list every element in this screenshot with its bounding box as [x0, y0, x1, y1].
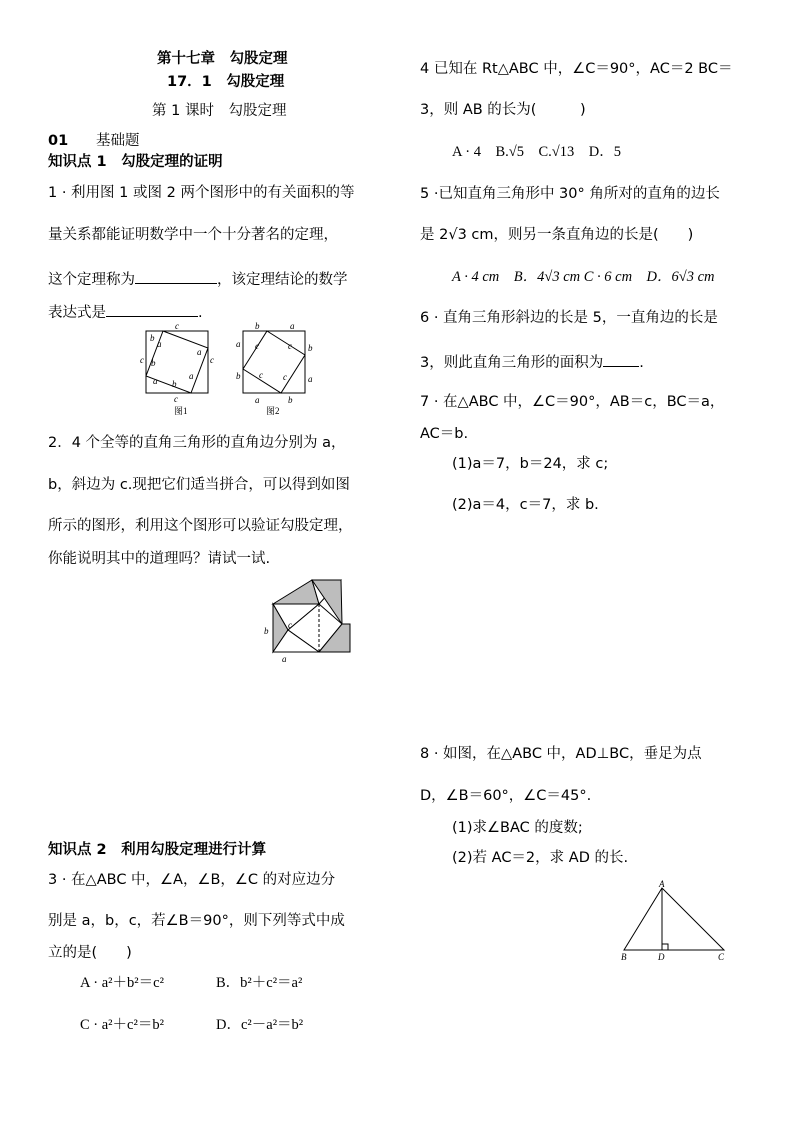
q3-option-a[interactable]: A · a²＋b²＝c² [80, 975, 164, 991]
fig2-label-a: a [236, 339, 241, 349]
fig1-label-a: a [153, 376, 158, 386]
answer-blank[interactable] [106, 302, 198, 317]
answer-blank[interactable] [603, 352, 639, 367]
fig1-label-b: b [151, 358, 156, 368]
section-title: 17．1 勾股定理 [167, 74, 285, 90]
q3-option-d[interactable]: D．c²－a²＝b² [216, 1017, 304, 1033]
fig1-label-b: b [172, 379, 177, 389]
q5-options[interactable]: A · 4 cm B．4√3 cm C · 6 cm D．6√3 cm [452, 269, 715, 285]
q1-text: ，该定理结论的数学 [217, 272, 348, 288]
fig1-label-c: c [140, 355, 144, 365]
q2-label-c: c [288, 620, 292, 630]
q6-line: 6 · 直角三角形斜边的长是 5，一直角边的长是 [420, 310, 718, 326]
fig1-label-c: c [175, 321, 179, 331]
q7-line: AC＝b. [420, 426, 469, 442]
q2-label-a: a [282, 654, 287, 664]
q1-line [48, 269, 348, 288]
q3-option-b[interactable]: B．b²＋c²＝a² [216, 975, 303, 991]
fig2-label-b: b [288, 395, 293, 405]
figure-2 [233, 321, 318, 417]
q3-option-c[interactable]: C · a²＋c²＝b² [80, 1017, 164, 1033]
chapter-title: 第十七章 勾股定理 [157, 51, 288, 67]
q7-line: 7 · 在△ABC 中，∠C＝90°，AB＝c，BC＝a， [420, 394, 725, 410]
q8-label-A: A [659, 879, 665, 889]
fig1-label-a: a [197, 347, 202, 357]
answer-blank[interactable] [135, 269, 217, 284]
fig1-label-a: a [189, 371, 194, 381]
lesson-title: 第 1 课时 勾股定理 [152, 103, 287, 119]
q2-label-b: b [264, 626, 269, 636]
q6-text: 3，则此直角三角形的面积为 [420, 355, 604, 371]
q7-sub2: (2)a＝4，c＝7，求 b. [452, 497, 599, 513]
figure-2-caption: 图2 [266, 406, 280, 416]
q2-line: 2．4 个全等的直角三角形的直角边分别为 a， [48, 435, 346, 451]
q4-line: 4 已知在 Rt△ABC 中，∠C＝90°，AC＝2 BC＝ [420, 61, 733, 77]
q1-text: 表达式是 [48, 305, 106, 321]
fig1-label-a: a [157, 339, 162, 349]
q6-text: . [639, 355, 644, 371]
q5-line: 是 2√3 cm，则另一条直角边的长是( ) [420, 227, 694, 243]
fig2-label-b: b [236, 371, 241, 381]
part-number: 01 [48, 133, 69, 149]
q1-line: 1 · 利用图 1 或图 2 两个图形中的有关面积的等 [48, 185, 355, 201]
q2-line: 所示的图形，利用这个图形可以验证勾股定理， [48, 518, 353, 534]
fig1-label-b: b [150, 333, 155, 343]
q3-line: 3 · 在△ABC 中，∠A，∠B，∠C 的对应边分 [48, 872, 336, 888]
q1-line [48, 302, 203, 321]
q3-line: 立的是( ) [48, 945, 132, 961]
q6-line [420, 352, 644, 371]
figure-1 [138, 321, 218, 417]
q2-line: b，斜边为 c.现把它们适当拼合，可以得到如图 [48, 477, 350, 493]
fig2-label-b: b [255, 321, 260, 331]
q5-line: 5 ·已知直角三角形中 30° 角所对的直角的边长 [420, 186, 720, 202]
q2-figure [262, 576, 354, 666]
fig1-label-c: c [210, 355, 214, 365]
knowledge-point-2: 知识点 2 利用勾股定理进行计算 [48, 842, 267, 858]
q8-label-B: B [621, 952, 627, 962]
q8-line: D，∠B＝60°，∠C＝45°. [420, 788, 592, 804]
q3-line: 别是 a，b，c，若∠B＝90°，则下列等式中成 [48, 913, 345, 929]
q8-sub2: (2)若 AC＝2，求 AD 的长. [452, 850, 629, 866]
q8-triangle-figure [614, 878, 734, 966]
knowledge-point-1: 知识点 1 勾股定理的证明 [48, 154, 223, 170]
q4-options[interactable]: A · 4 B.√5 C.√13 D．5 [452, 144, 621, 160]
fig2-label-a: a [308, 374, 313, 384]
fig2-label-c: c [259, 370, 263, 380]
figure-1-caption: 图1 [174, 406, 188, 416]
part-title: 基础题 [96, 133, 140, 149]
fig2-label-b: b [308, 343, 313, 353]
q8-label-C: C [718, 952, 725, 962]
q1-line: 量关系都能证明数学中一个十分著名的定理， [48, 227, 338, 243]
fig2-label-a: a [255, 395, 260, 405]
q8-sub1: (1)求∠BAC 的度数; [452, 820, 583, 836]
q8-line: 8 · 如图，在△ABC 中，AD⊥BC，垂足为点 [420, 746, 702, 762]
fig1-label-c: c [174, 394, 178, 404]
q1-text: . [198, 305, 203, 321]
q8-label-D: D [658, 952, 665, 962]
fig2-label-c: c [288, 341, 292, 351]
fig2-label-c: c [255, 341, 259, 351]
q1-text: 这个定理称为 [48, 272, 135, 288]
q2-line: 你能说明其中的道理吗？请试一试. [48, 551, 271, 567]
fig2-label-c: c [283, 372, 287, 382]
q4-line: 3，则 AB 的长为( ) [420, 102, 586, 118]
q7-sub1: (1)a＝7，b＝24，求 c; [452, 456, 609, 472]
fig2-label-a: a [290, 321, 295, 331]
